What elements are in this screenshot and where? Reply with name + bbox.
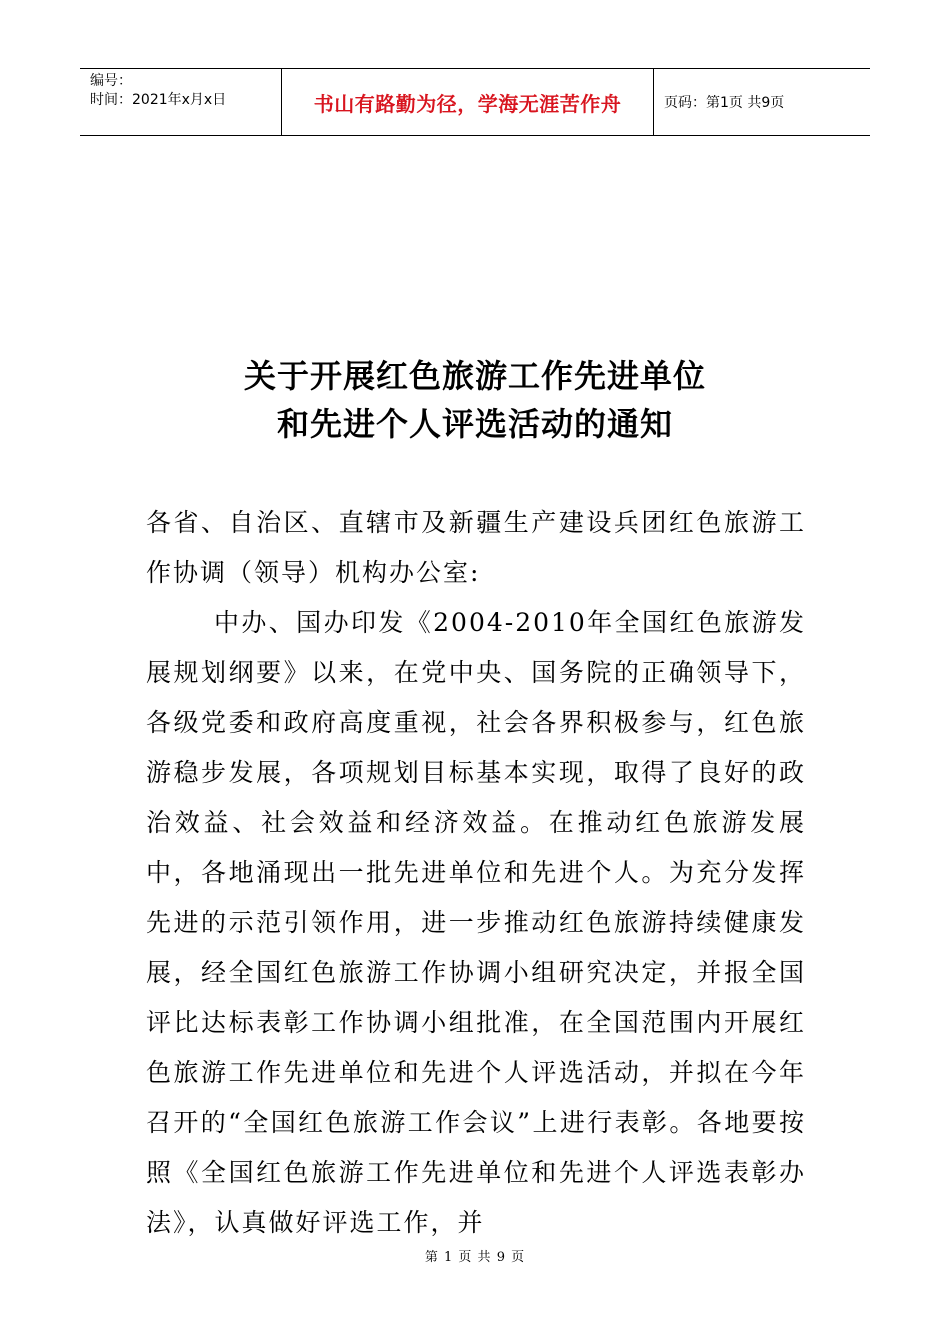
document-title-line-2: 和先进个人评选活动的通知 xyxy=(276,405,673,443)
page-header xyxy=(80,68,870,136)
header-meta xyxy=(80,69,282,135)
document-number-label: 编号： xyxy=(90,73,132,89)
document-title xyxy=(0,352,950,448)
document-title-line-1: 关于开展红色旅游工作先进单位 xyxy=(243,357,706,395)
header-motto: 书山有路勤为径，学海无涯苦作舟 xyxy=(282,69,654,135)
salutation: 各省、自治区、直辖市及新疆生产建设兵团红色旅游工作协调（领导）机构办公室: xyxy=(146,508,806,587)
header-page-info: 页码：第1页 共9页 xyxy=(664,95,785,111)
page-footer: 第 1 页 共 9 页 xyxy=(424,1250,526,1265)
document-body xyxy=(146,498,806,1248)
body-paragraph: 中办、国办印发《2004-2010年全国红色旅游发展规划纲要》以来，在党中央、国务院的正确领导下，各级党委和政府高度重视，社会各界积极参与，红色旅游稳步发展，各项规划目标基本实现，取得了良好的政治效益、社会效益和经济效益。在推动红色旅游发展中，各地涌现出一批先进单位和先进个人。为充分发挥先进的示范引领作用，进一步推动红色旅游持续健康发展，经全国红色旅游工作协调小组研究决定，并报全国评比达标表彰工作协调小组批准，在全国范围内开展红色旅游工作先进单位和先进个人评选活动，并拟在今年召开的“全国红色旅游工作会议”上进行表彰。各地要按照《全国红色旅游工作先进单位和先进个人评选表彰办法》，认真做好评选工作，并 xyxy=(146,608,806,1237)
document-date-label: 时间：2021年x月x日 xyxy=(90,92,227,108)
